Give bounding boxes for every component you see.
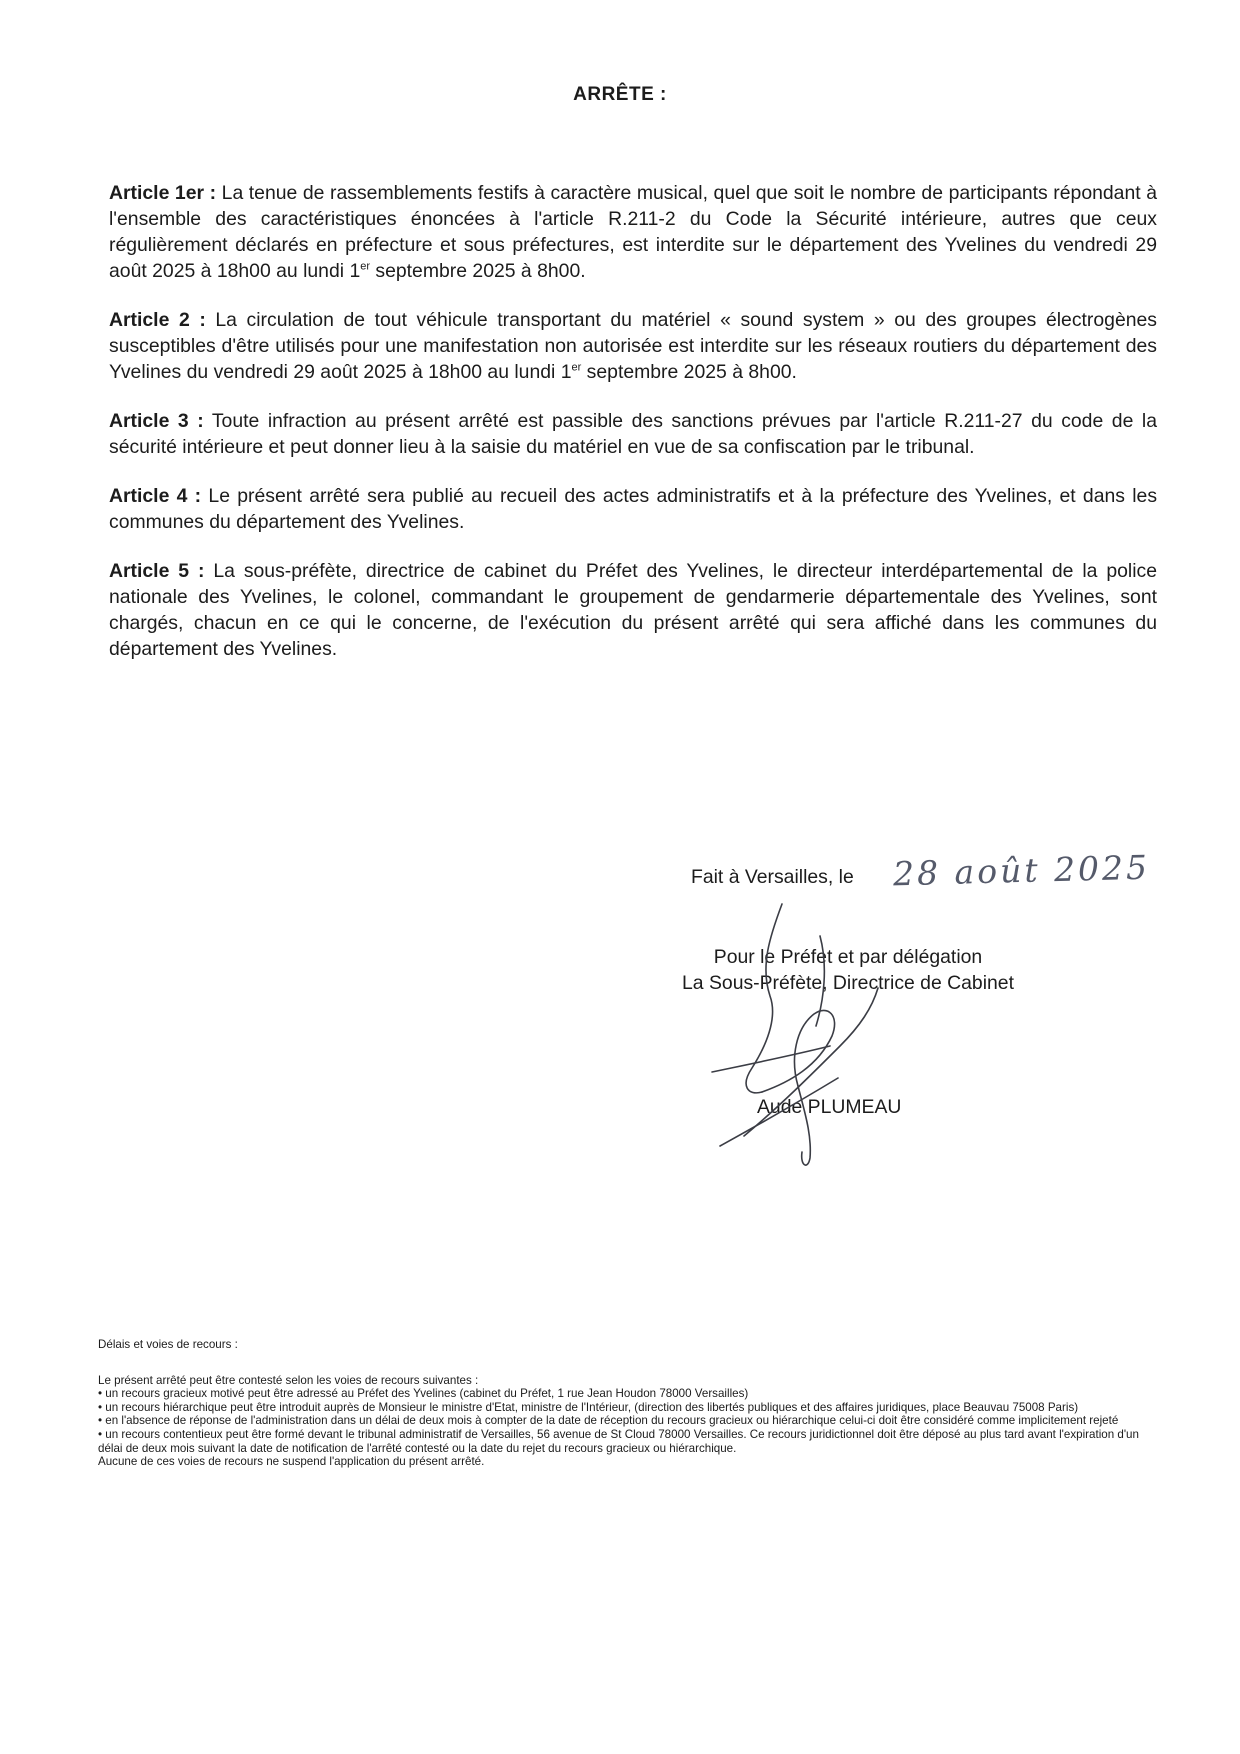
article-5 [109,558,1157,662]
article-label: Article 4 : [109,485,202,507]
article-label: Article 1er : [109,182,217,204]
article-text: La tenue de rassemblements festifs à caractère musical, quel que soit le nombre de participants répondant à l'ensemble des caractéristiques énoncées à l'article R.211-2 du Code la Sécurité intérieure, autres que ceux régulièrement déclarés en préfecture et sous préfectures, est interdite sur le département des Yvelines du vendredi 29 août 2025 à 18h00 au lundi 1 [109,182,1157,282]
article-text: Le présent arrêté sera publié au recueil des actes administratifs et à la préfecture des Yvelines, et dans les communes du département des Yvelines. [109,485,1158,533]
article-4 [109,483,1157,535]
articles-section [109,180,1157,685]
appeal-item: • en l'absence de réponse de l'administration dans un délai de deux mois à compter de la date de réception du recours gracieux ou hiérarchique celui-ci doit être considéré comme implicitement rejeté [98,1414,1119,1428]
article-label: Article 2 : [109,309,206,331]
article-2 [109,307,1157,385]
appeal-item: • un recours hiérarchique peut être introduit auprès de Monsieur le ministre d'Etat, ministre de l'Intérieur, (direction des libertés publiques et des affaires juridiques, place Beauvau 75008 Paris) [98,1400,1079,1414]
article-superscript: er [360,260,371,273]
delegation-line-1: Pour le Préfet et par délégation [713,946,983,968]
appeal-item: • un recours gracieux motivé peut être adressé au Préfet des Yvelines (cabinet du Préfet, 1 rue Jean Houdon 78000 Versailles) [98,1387,749,1401]
article-text-end: septembre 2025 à 8h00. [370,260,586,282]
appeal-intro: Le présent arrêté peut être contesté selon les voies de recours suivantes : [98,1373,479,1387]
article-superscript: er [571,361,582,374]
document-title: ARRÊTE : [573,84,667,105]
appeal-procedures [98,1338,1158,1469]
article-3 [109,408,1157,460]
article-label: Article 3 : [109,410,204,432]
article-text: Toute infraction au présent arrêté est passible des sanctions prévues par l'article R.211-27 du code de la sécurité intérieure et peut donner lieu à la saisie du matériel en vue de sa confiscation par le tribunal. [109,410,1157,458]
appeal-closing: Aucune de ces voies de recours ne suspend l'application du présent arrêté. [98,1455,485,1469]
signer-name: Aude PLUMEAU [757,1096,902,1118]
article-label: Article 5 : [109,560,205,582]
article-1 [109,180,1157,284]
article-text-end: septembre 2025 à 8h00. [581,361,797,383]
article-text: La sous-préfète, directrice de cabinet du Préfet des Yvelines, le directeur interdépartemental de la police nationale des Yvelines, le colonel, commandant le groupement de gendarmerie départementale des Yvelines, sont chargés, chacun en ce qui le concerne, de l'exécution du présent arrêté qui sera affiché dans les communes du département des Yvelines. [109,560,1157,660]
appeal-item: • un recours contentieux peut être formé devant le tribunal administratif de Versailles, 56 avenue de St Cloud 78000 Versailles. Ce recours juridictionnel doit être déposé au plus tard avant l'expiration d'un délai de deux mois suivant la date de notification de l'arrêté contesté ou la date du rejet du recours gracieux ou hiérarchique. [98,1427,1139,1455]
article-text: La circulation de tout véhicule transportant du matériel « sound system » ou des groupes électrogènes susceptibles d'être utilisés pour une manifestation non autorisée est interdite sur les réseaux routiers du département des Yvelines du vendredi 29 août 2025 à 18h00 au lundi 1 [109,309,1157,383]
place-of-signature: Fait à Versailles, le [691,866,854,888]
delegation-line-2: La Sous-Préfète, Directrice de Cabinet [682,972,1014,994]
handwritten-signature [700,896,960,1176]
appeal-heading: Délais et voies de recours : [98,1338,238,1351]
handwritten-date: 28 août 2025 [892,847,1151,894]
